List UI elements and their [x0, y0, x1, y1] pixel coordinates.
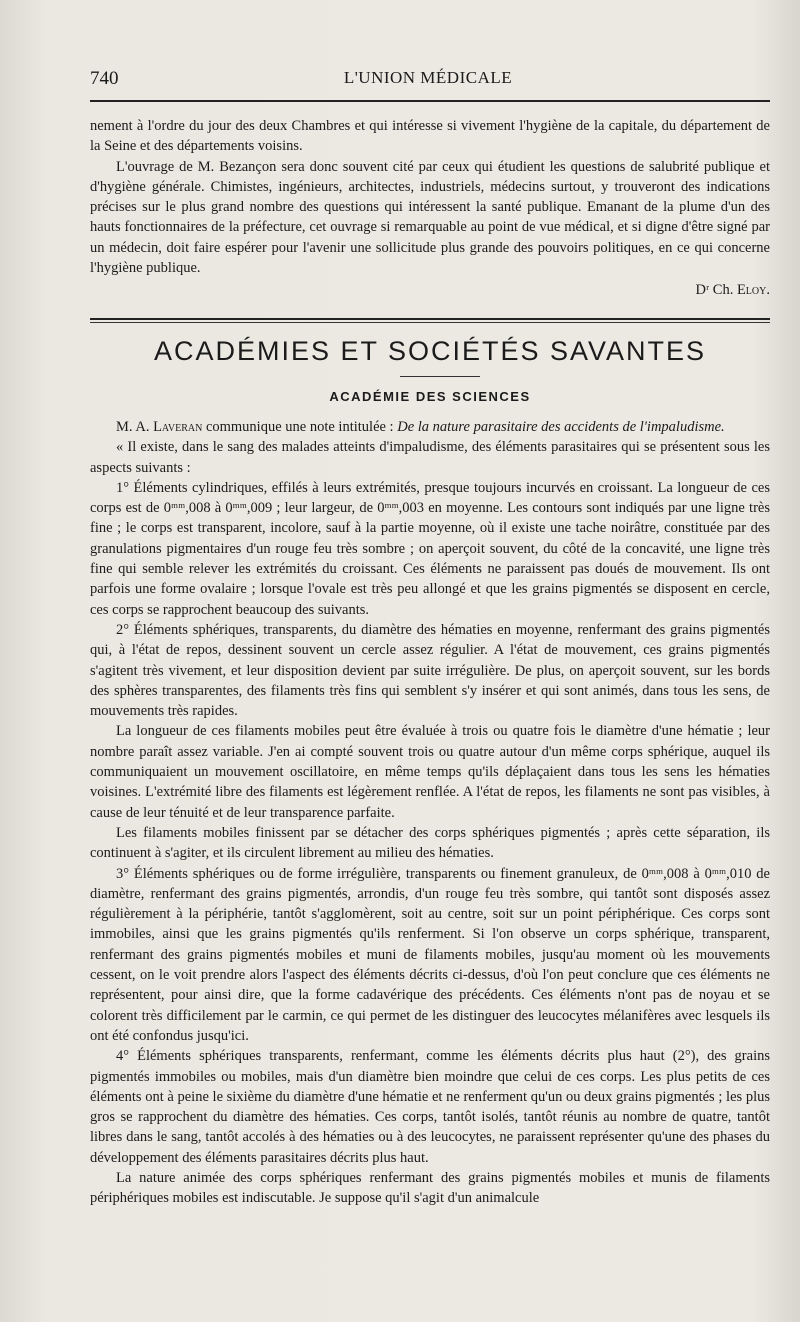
paragraph: La longueur de ces filaments mobiles peut être évaluée à trois ou quatre fois le diamètre d'une hématie ; leur nombre paraît assez variable. J'en ai compté souvent trois ou quatre autour d'un même corps sphérique, auquel ils communiquaient un mouvement oscillatoire, en même temps qu'ils déplaçaient dans tous les sens les hématies voisines. L'extrémité libre des filaments est légèrement renflée. A l'état de repos, les filaments ne sont pas visibles, à cause de leur ténuité et de leur transparence parfaite.: [90, 723, 770, 821]
paragraph: 3° Éléments sphériques ou de forme irrégulière, transparents ou finement granuleux, de 0ᵐᵐ,008 à 0ᵐᵐ,010 de diamètre, renfermant des grains pigmentés, arrondis, d'un rouge feu très sombre, qui tantôt sont disposés assez régulièrement à la périphérie, tantôt s'agglomèrent, soit au centre, soit sur un point périphérique. Ces corps sont immobiles, ainsi que les grains pigmentés qu'ils renferment. Si l'on observe un corps sphérique, transparent, renfermant des grains pigmentés mobiles et muni de filaments mobiles, jusqu'au moment où les mouvements cessent, on le voit prendre alors l'aspect des éléments décrits ci-dessus, d'où l'on peut conclure que ces éléments ne représentent, pour ainsi dire, que la forme cadavérique des précédents. Ces éléments n'ont pas de noyau et se colorent très difficilement par le carmin, ce qui permet de les distinguer des leucocytes mélanifères avec lesquels ils ont été confondus jusqu'ici.: [90, 865, 770, 1044]
section-title: ACADÉMIES ET SOCIÉTÉS SAVANTES: [153, 336, 707, 366]
paragraph: nement à l'ordre du jour des deux Chambres et qui intéresse si vivement l'hygiène de la capitale, du département de la Seine et des départements voisins.: [90, 118, 770, 155]
main-text: [90, 417, 770, 1209]
intro-verb: communique une note intitulée :: [202, 419, 398, 435]
page-number: 740: [90, 68, 119, 89]
section-rule-bottom: [90, 322, 770, 323]
paragraph: L'ouvrage de M. Bezançon sera donc souvent cité par ceux qui étudient les questions de salubrité publique et d'hygiène générale. Chimistes, ingénieurs, architectes, industriels, médecins surtout, y trouveront des indications précises sur le plus grand nombre des questions qui intéressent la santé publique. Emanant de la plume d'un des hauts fonctionnaires de la préfecture, cet ouvrage si remarquable au point de vue médical, et si digne d'être signé par un médecin, doit faire espérer pour l'avenir une sollicitude plus grande des pouvoirs politiques, en ce qui concerne l'hygiène publique.: [90, 158, 770, 277]
paragraph: La nature animée des corps sphériques renfermant des grains pigmentés mobiles et munis de filaments périphériques mobiles est indiscutable. Je suppose qu'il s'agit d'un animalcule: [90, 1169, 770, 1207]
top-section: [90, 116, 770, 300]
author-name: Laveran: [153, 419, 203, 435]
page-header: [88, 66, 768, 96]
signature-prefix: Dʳ Ch.: [695, 282, 737, 299]
running-title: L'UNION MÉDICALE: [343, 68, 513, 87]
note-title: De la nature parasitaire des accidents de l'impaludisme.: [397, 419, 725, 435]
paragraph: 4° Éléments sphériques transparents, renfermant, comme les éléments décrits plus haut (2°), des grains pigmentés immobiles ou mobiles, mais d'un diamètre bien moindre que celui de ces corps. Les plus petits de ces éléments ont à peine le sixième du diamètre d'une hématie et ne renferment qu'un ou deux grains pigmentés ; les plus gros se rapprochent du diamètre des hématies. Ces corps, tantôt isolés, tantôt réunis au nombre de quatre, tantôt libres dans le sang, tantôt accolés à des hématies ou à des leucocytes, ne paraissent représenter qu'une des phases du développement des éléments parasitaires décrits plus haut.: [90, 1048, 770, 1166]
paragraph: 2° Éléments sphériques, transparents, du diamètre des hématies en moyenne, renfermant des grains pigmentés qui, à l'état de repos, dessinent souvent un cercle assez régulier. A l'état de mouvement, ces grains pigmentés s'agitent très vivement, et leur disposition devient par suite irrégulière. De plus, on aperçoit souvent, sur les bords des sphères transparentes, des filaments très fins qui semblent s'y insérer et qui sont animés, dans tous les sens, de mouvements très rapides.: [90, 621, 770, 720]
paragraph: 1° Éléments cylindriques, effilés à leurs extrémités, presque toujours incurvés en croissant. La longueur de ces corps est de 0ᵐᵐ,008 à 0ᵐᵐ,009 ; leur largeur, de 0ᵐᵐ,003 en moyenne. Les contours sont indiqués par une ligne très fine ; le corps est transparent, incolore, sauf à la partie moyenne, où il existe une tache noirâtre, constituée par des granulations pigmentaires d'un rouge feu très sombre ; on aperçoit souvent, du côté de la concavité, une ligne très fine qui semble relever les extrémités du croissant. Ces éléments ne paraissent pas doués de mouvement. Ils ont parfois une forme ovalaire ; lorsque l'ovale est très peu allongé et que les grains pigmentés se disposent en cercle, ces corps se rapprochent beaucoup des suivants.: [90, 479, 770, 618]
communication-intro: [90, 417, 770, 437]
section-rule-top: [90, 318, 770, 320]
header-rule: [90, 100, 770, 102]
author-initial: M. A.: [116, 419, 154, 435]
signature: [90, 280, 770, 300]
paragraph: « Il existe, dans le sang des malades atteints d'impaludisme, des éléments parasitaires qui se présentent sous les aspects suivants :: [90, 439, 770, 476]
subsection-title: ACADÉMIE DES SCIENCES: [329, 389, 531, 404]
signature-name: Eloy.: [736, 282, 770, 299]
paragraph: Les filaments mobiles finissent par se détacher des corps sphériques pigmentés ; après cette séparation, ils continuent à s'agiter, et ils circulent librement au milieu des hématies.: [90, 824, 770, 862]
title-rule: [400, 376, 480, 377]
